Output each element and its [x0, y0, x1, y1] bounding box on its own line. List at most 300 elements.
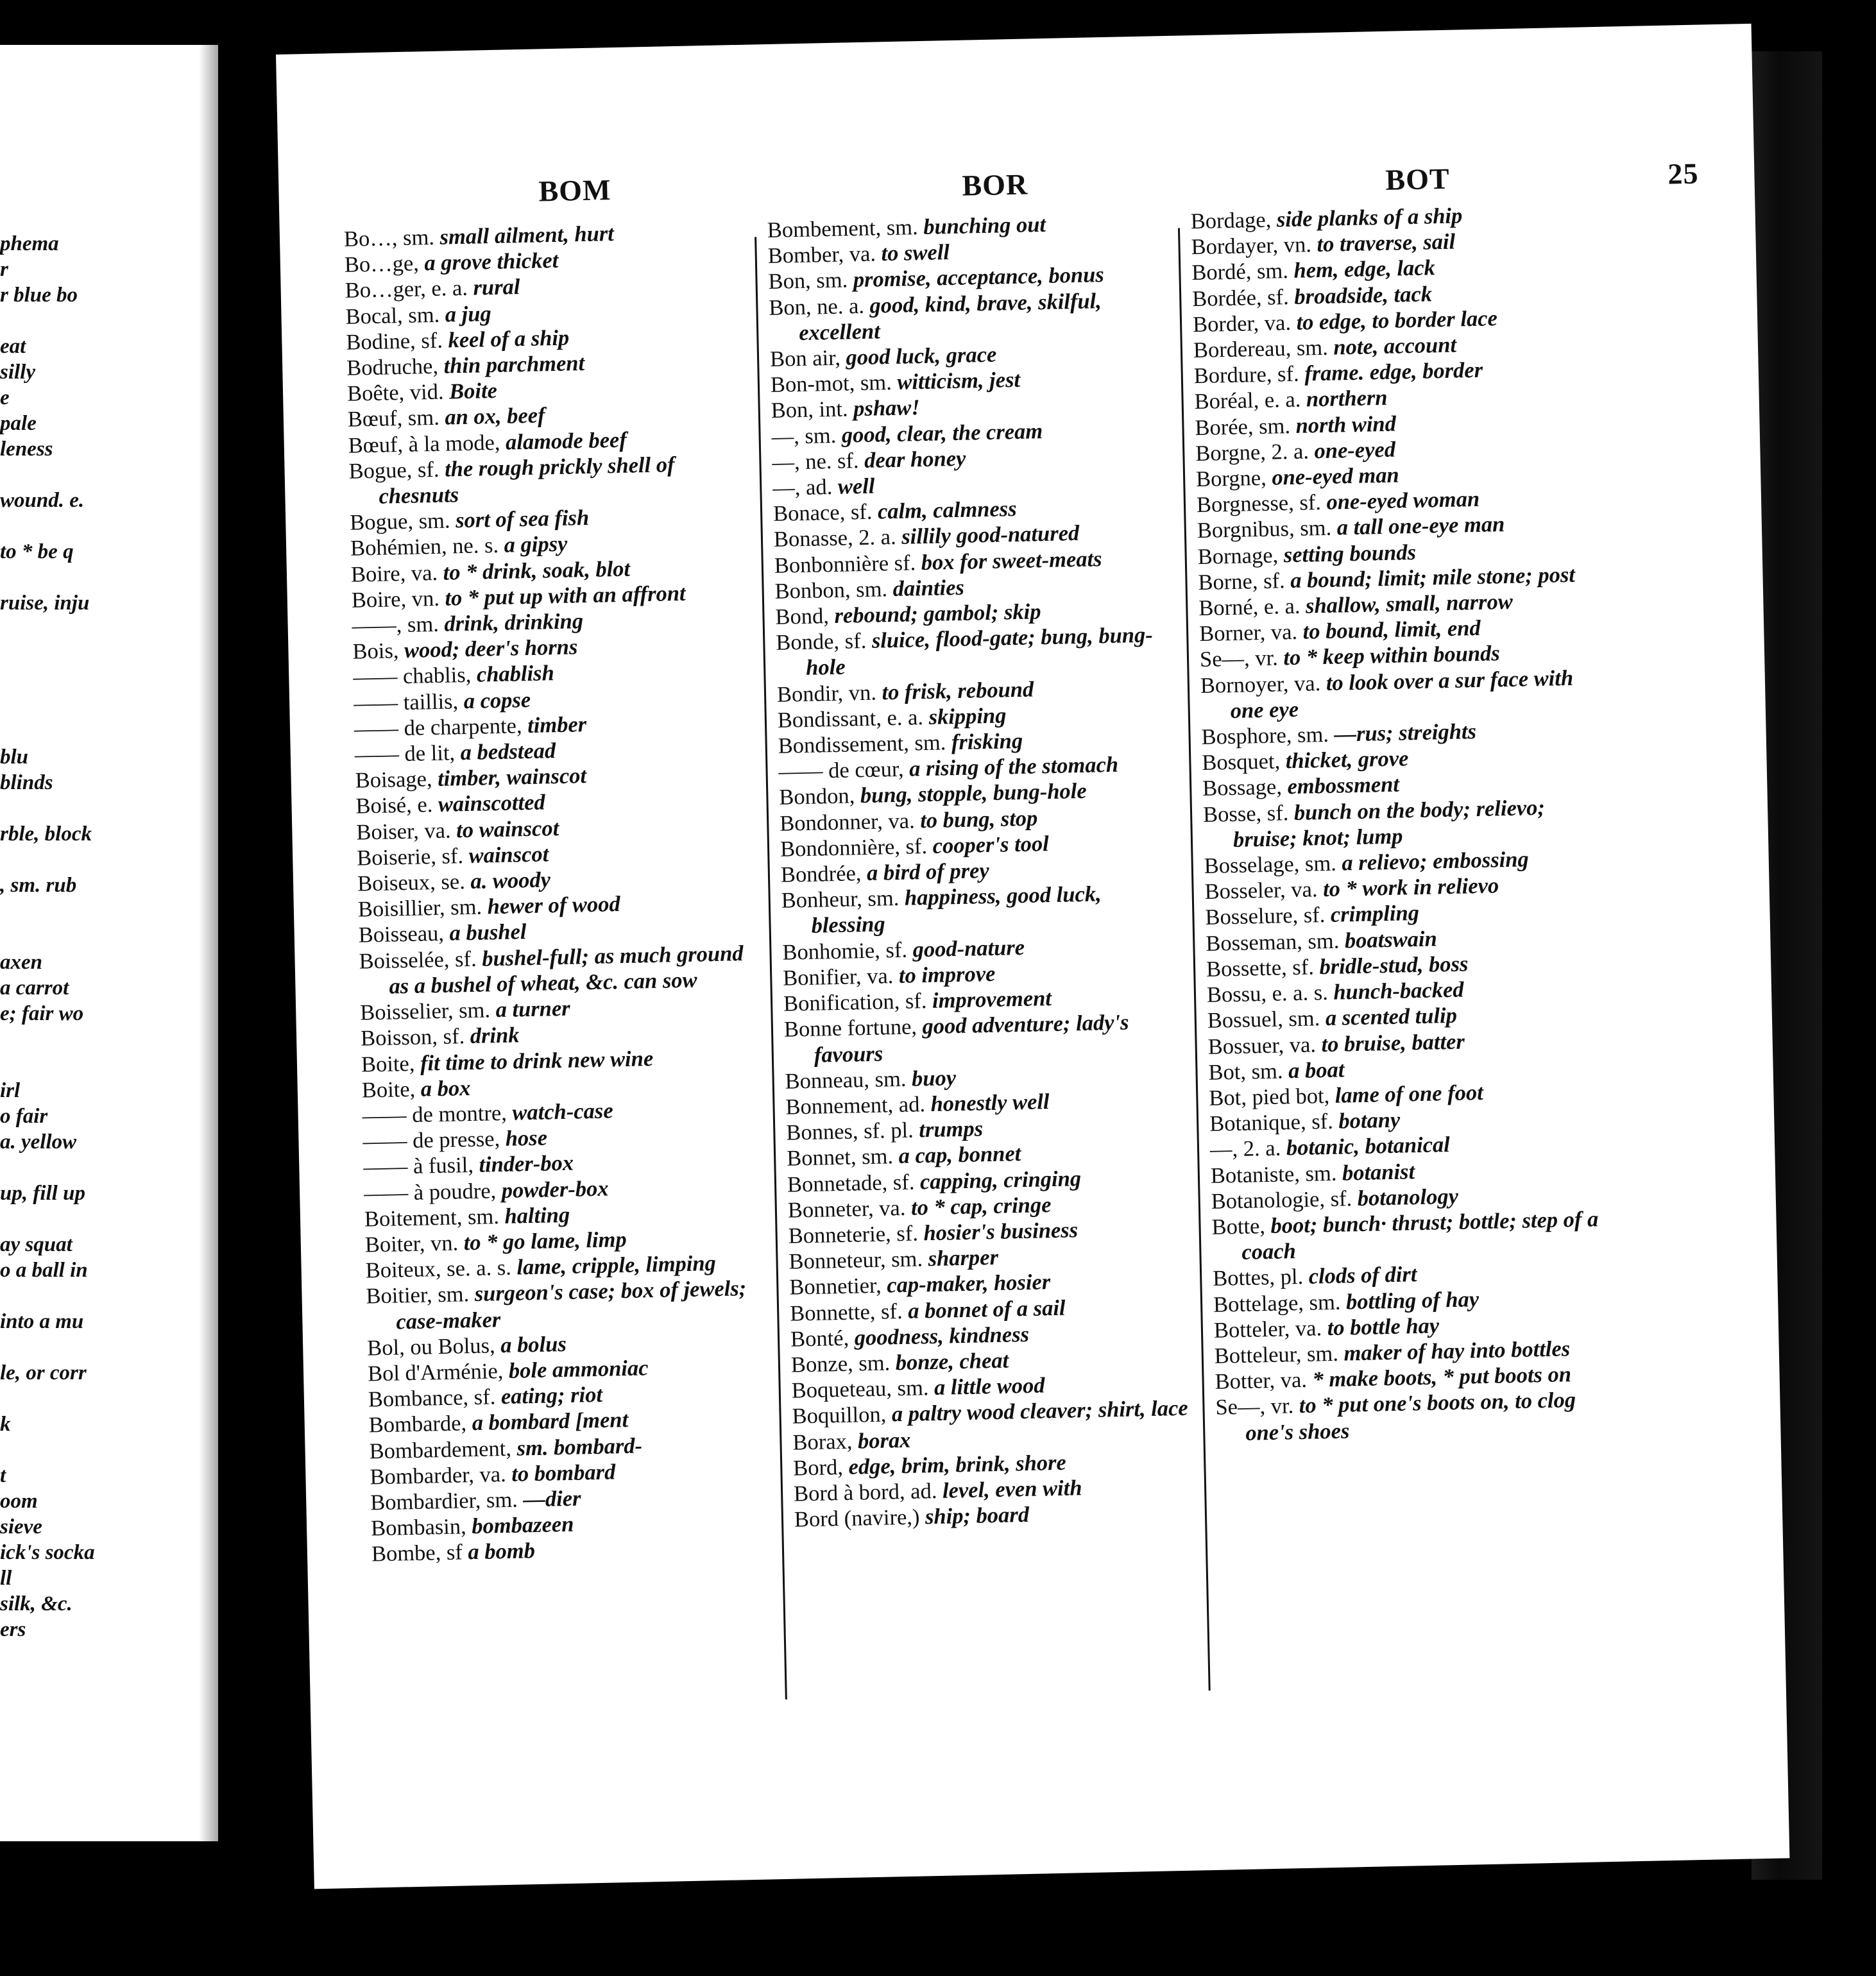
entry-definition: sort of sea fish [455, 506, 590, 533]
entry-definition: to bottle hay [1327, 1313, 1440, 1340]
entry-headword: Botanologie, sf. [1211, 1186, 1352, 1214]
left-page-line: silk, &c. [0, 1592, 72, 1615]
left-page-line: ruise, inju [0, 592, 90, 615]
entry-headword: Borée, sm. [1195, 413, 1291, 440]
entry-definition: ship; board [925, 1503, 1030, 1529]
entry-headword: Bonnes, sf. pl. [785, 1118, 914, 1145]
entry-definition: the rough prickly shell of chesnuts [379, 452, 675, 509]
entry-definition: witticism, jest [896, 368, 1021, 395]
entry-definition: pshaw! [853, 395, 921, 422]
entry-headword: Boitement, sm. [364, 1204, 500, 1232]
entry-definition: a rising of the stomach [908, 753, 1119, 781]
entry-definition: botanist [1342, 1159, 1415, 1186]
entry-definition: keel of a ship [448, 325, 570, 353]
entry-definition: drink, drinking [444, 609, 584, 636]
entry-headword: Border, va. [1192, 310, 1292, 337]
entry-headword: Bogue, sm. [349, 508, 450, 535]
entry-headword: —— à fusil, [362, 1153, 474, 1180]
entry-headword: Bonhomie, sf. [782, 937, 908, 965]
entry-definition: * make boots, * put boots on [1312, 1362, 1572, 1392]
entry-definition: good, clear, the cream [841, 418, 1043, 448]
dictionary-entry [1215, 1386, 1627, 1447]
left-page-line [0, 616, 212, 642]
entry-definition: bridle-stud, boss [1319, 951, 1469, 980]
entry-definition: timber, wainscot [437, 763, 587, 792]
entry-headword: Botte, [1211, 1214, 1266, 1239]
entry-headword: —— de cœur, [778, 757, 904, 785]
left-page-line: a. yellow [0, 1130, 77, 1154]
entry-definition: a bomb [468, 1538, 536, 1565]
entry-definition: bottling of hay [1345, 1286, 1479, 1315]
entry-definition: botany [1338, 1107, 1401, 1134]
dictionary-page [276, 24, 1789, 1889]
entry-headword: Bondir, vn. [776, 680, 877, 707]
entry-headword: Bombance, sf. [368, 1384, 496, 1412]
entry-headword: —— de lit, [354, 740, 456, 767]
entry-headword: —— de charpente, [354, 713, 522, 742]
entry-headword: Boire, va. [350, 560, 438, 587]
dictionary-entry [781, 880, 1180, 939]
entry-definition: bushel-full; as much ground as a bushel of wheat, &c. can sow [389, 941, 744, 999]
entry-headword: Bo…ger, e. a. [345, 276, 468, 303]
entry-definition: broadside, tack [1293, 281, 1433, 309]
entry-headword: Bord, [792, 1454, 844, 1481]
entry-headword: Bondissant, e. a. [777, 704, 924, 733]
left-page-line: rble, block [0, 822, 92, 846]
left-page-line [0, 924, 212, 950]
dictionary-entry [776, 622, 1175, 681]
left-page-line [0, 719, 212, 744]
entry-definition: buoy [911, 1065, 957, 1091]
entry-headword: Bossage, [1202, 774, 1283, 801]
entry-definition: bunching out [923, 212, 1046, 239]
entry-headword: Bonbon, sm. [774, 577, 888, 604]
entry-headword: Bosselure, sf. [1205, 903, 1326, 930]
entry-headword: Bombe, sf [371, 1540, 463, 1567]
page-number: 25 [1667, 157, 1699, 191]
left-page-line: t [0, 1464, 6, 1487]
entry-headword: Se—, vr. [1199, 645, 1279, 672]
left-page-line: o a ball in [0, 1259, 88, 1282]
entry-definition: skipping [928, 703, 1007, 729]
entry-definition: tinder-box [479, 1150, 574, 1178]
left-page-line: to * be q [0, 540, 74, 563]
entry-definition: bonze, cheat [895, 1348, 1009, 1376]
entry-headword: Bossuel, sm. [1207, 1006, 1320, 1034]
left-page-fragment [0, 45, 218, 1841]
entry-headword: Borné, e. a. [1198, 593, 1300, 621]
entry-headword: Bonnetier, [789, 1273, 882, 1300]
entry-headword: Bonifier, va. [782, 964, 894, 991]
entry-headword: Bossette, sf. [1206, 955, 1315, 982]
entry-headword: Botaniste, sm. [1210, 1161, 1337, 1188]
entry-headword: —, ne. sf. [772, 448, 859, 475]
entry-definition: powder-box [501, 1176, 609, 1203]
entry-headword: Bosseler, va. [1204, 877, 1318, 905]
entry-headword: Boiteux, se. a. s. [365, 1255, 512, 1283]
entry-headword: Bonde, sf. [775, 629, 867, 656]
entry-headword: Bord à bord, ad. [793, 1478, 937, 1506]
entry-definition: a little wood [934, 1373, 1045, 1401]
entry-headword: Bombardement, [369, 1436, 512, 1463]
left-page-line: ll [0, 1567, 12, 1590]
entry-definition: to frisk, rebound [882, 677, 1034, 705]
entry-definition: to swell [881, 240, 950, 266]
left-page-line: up, fill up [0, 1182, 85, 1205]
entry-definition: drink [470, 1023, 520, 1049]
entry-definition: surgeon's case; box of jewels; case-maker [396, 1276, 747, 1334]
entry-headword: Botter, va. [1215, 1367, 1308, 1394]
entry-definition: a bushel [449, 919, 527, 946]
dictionary-entry [1211, 1205, 1623, 1266]
left-page-line: into a mu [0, 1310, 84, 1333]
entry-headword: Bœuf, à la mode, [348, 430, 500, 458]
entry-headword: Bol d'Arménie, [367, 1358, 504, 1386]
entry-headword: Boisage, [355, 767, 432, 793]
entry-definition: bunch on the body; relievo; bruise; knot; lump [1232, 795, 1546, 852]
entry-definition: a bird of prey [866, 858, 990, 886]
entry-definition: calm, calmness [877, 497, 1017, 524]
entry-headword: —, sm. [771, 423, 837, 449]
entry-definition: setting bounds [1283, 540, 1417, 567]
entry-definition: to edge, to border lace [1296, 306, 1498, 335]
entry-definition: maker of hay into bottles [1343, 1336, 1571, 1366]
entry-definition: sm. bombard- [516, 1433, 643, 1461]
entry-headword: Bonheur, sm. [781, 886, 900, 914]
left-page-line [0, 308, 212, 334]
left-page-line: irl [0, 1079, 21, 1102]
entry-headword: Bonasse, 2. a. [773, 525, 897, 552]
entry-headword: Bonze, sm. [790, 1350, 891, 1377]
left-page-line: , sm. rub [0, 874, 77, 897]
entry-headword: Bondrée, [780, 861, 862, 887]
entry-definition: cooper's tool [932, 831, 1050, 858]
entry-headword: Bond, [775, 604, 830, 629]
entry-definition: to bound, limit, end [1302, 616, 1481, 644]
entry-headword: Bomber, va. [767, 241, 876, 269]
entry-headword: Boréal, e. a. [1194, 388, 1301, 414]
entry-definition: —dier [523, 1486, 581, 1512]
entry-headword: Bondissement, sm. [778, 730, 946, 758]
entry-headword: Borner, va. [1198, 620, 1298, 647]
left-page-line: eat [0, 335, 26, 358]
entry-definition: small ailment, hurt [439, 221, 615, 250]
left-page-line: r blue bo [0, 284, 78, 307]
left-page-line: sieve [0, 1515, 42, 1538]
entry-headword: Borgnesse, sf. [1196, 490, 1322, 518]
dictionary-column-3 [1190, 200, 1626, 1447]
entry-definition: alamode beef [505, 427, 627, 455]
entry-definition: good adventure; lady's favours [814, 1010, 1129, 1068]
entry-definition: dear honey [864, 446, 966, 473]
running-head-right: BOT [1385, 162, 1451, 196]
left-page-line: ick's socka [0, 1541, 95, 1564]
entry-definition: honestly well [930, 1089, 1050, 1116]
entry-headword: Boiter, vn. [364, 1231, 459, 1257]
left-page-line [0, 462, 212, 488]
entry-definition: one-eyed woman [1326, 487, 1480, 515]
entry-definition: to bombard [511, 1460, 616, 1486]
entry-headword: Boisson, sf. [360, 1024, 465, 1051]
entry-definition: a bedstead [460, 738, 556, 765]
entry-definition: happiness, good luck, blessing [811, 882, 1102, 939]
entry-definition: to traverse, sail [1317, 229, 1456, 257]
entry-headword: Bordé, sm. [1191, 259, 1289, 285]
entry-headword: Boire, vn. [351, 586, 440, 613]
left-page-line: k [0, 1413, 11, 1436]
left-page-line: a carrot [0, 976, 69, 1000]
entry-headword: Bonté, [790, 1325, 849, 1352]
entry-definition: sillily good-natured [901, 521, 1080, 550]
entry-definition: trumps [918, 1116, 984, 1143]
entry-definition: cap-maker, hosier [886, 1270, 1051, 1298]
entry-headword: ——, sm. [352, 611, 439, 638]
entry-definition: lame, cripple, limping [516, 1251, 717, 1280]
entry-headword: Bocal, sm. [345, 302, 440, 329]
dictionary-entry [348, 450, 747, 510]
entry-headword: Bonneteur, sm. [789, 1247, 923, 1274]
entry-headword: Bol, ou Bolus, [366, 1333, 495, 1361]
left-page-line [0, 693, 212, 719]
entry-definition: to * put one's boots on, to clog one's shoes [1245, 1388, 1576, 1445]
dictionary-column-2 [767, 209, 1192, 1533]
entry-headword: Bodruche, [346, 353, 439, 380]
left-page-line [0, 565, 212, 590]
left-page-line [0, 1437, 212, 1463]
entry-headword: Borax, [792, 1429, 853, 1455]
entry-headword: Bon, ne. a. [769, 293, 865, 320]
entry-definition: a scented tulip [1325, 1003, 1458, 1031]
entry-definition: a bound; limit; mile stone; post [1290, 562, 1576, 593]
entry-definition: an ox, beef [444, 403, 545, 430]
entry-definition: a box [420, 1075, 471, 1102]
left-page-line: blu [0, 745, 29, 769]
entry-definition: edge, brim, brink, shore [848, 1450, 1067, 1479]
running-head-center: BOR [961, 167, 1028, 202]
entry-headword: Bondonnière, sf. [780, 833, 928, 862]
entry-definition: to * work in relievo [1322, 873, 1499, 902]
entry-headword: Bombasin, [370, 1514, 467, 1541]
entry-headword: Botteler, va. [1213, 1316, 1322, 1343]
left-page-line: le, or corr [0, 1361, 87, 1384]
entry-definition: watch-case [512, 1098, 613, 1125]
entry-definition: halting [504, 1202, 570, 1229]
entry-definition: a turner [495, 996, 571, 1023]
entry-headword: Bo…ge, [344, 251, 420, 278]
entry-definition: bung, stopple, bung-hole [860, 779, 1087, 808]
left-page-line: blinds [0, 771, 53, 794]
left-page-line: e [0, 386, 10, 409]
entry-definition: botanology [1357, 1184, 1459, 1211]
entry-headword: Bonace, sf. [772, 499, 873, 527]
entry-definition: bombazeen [471, 1512, 574, 1539]
entry-headword: Bottelage, sm. [1213, 1290, 1341, 1317]
entry-definition: a bolus [500, 1331, 567, 1358]
entry-headword: Bordée, sf. [1191, 284, 1290, 311]
entry-headword: —, 2. a. [1209, 1136, 1281, 1163]
entry-headword: Botteleur, sm. [1214, 1341, 1339, 1368]
left-page-line [0, 1206, 212, 1232]
entry-headword: Boitier, sm. [366, 1282, 470, 1309]
entry-headword: Bohémien, ne. s. [350, 533, 499, 561]
entry-headword: Bombarder, va. [370, 1461, 507, 1490]
entry-headword: Borgne, 2. a. [1195, 439, 1309, 466]
left-page-line: ay squat [0, 1233, 72, 1256]
entry-definition: to bung, stop [919, 806, 1038, 833]
entry-headword: Bonneter, va. [787, 1195, 906, 1223]
entry-headword: Bombarde, [368, 1411, 467, 1438]
entry-definition: eating; riot [500, 1382, 603, 1410]
entry-definition: a copse [463, 687, 531, 713]
entry-definition: good luck, grace [846, 342, 997, 370]
entry-headword: Bonneterie, sf. [788, 1221, 919, 1248]
entry-definition: box for sweet-meats [921, 546, 1102, 575]
entry-definition: a. woody [470, 867, 551, 894]
entry-definition: lame of one foot [1335, 1080, 1484, 1108]
entry-headword: Boqueteau, sm. [791, 1376, 929, 1403]
entry-headword: Bœuf, sm. [347, 405, 440, 432]
entry-definition: a grove thicket [424, 248, 559, 276]
entry-definition: hem, edge, lack [1293, 255, 1436, 284]
left-page-line [0, 1026, 212, 1052]
entry-definition: embossment [1287, 772, 1400, 799]
left-page-line [0, 1155, 212, 1180]
entry-definition: capping, cringing [919, 1166, 1082, 1194]
entry-definition: timber [527, 711, 587, 738]
entry-definition: frame. edge, border [1304, 357, 1483, 386]
dictionary-column-1 [344, 218, 770, 1567]
entry-definition: a paltry wood cleaver; shirt, lace [891, 1396, 1189, 1427]
entry-headword: Boisselier, sm. [359, 998, 491, 1025]
entry-headword: Bonification, sf. [783, 989, 927, 1016]
entry-definition: crimpling [1330, 901, 1420, 928]
left-page-line [0, 1386, 212, 1411]
entry-headword: —, ad. [772, 475, 833, 500]
entry-definition: hunch-backed [1333, 977, 1464, 1005]
entry-headword: —— à poudre, [363, 1178, 497, 1206]
entry-definition: bole ammoniac [508, 1356, 649, 1383]
entry-definition: a bonnet of a sail [907, 1295, 1066, 1324]
entry-headword: Bot, pied bot, [1208, 1083, 1330, 1111]
left-page-line: pale [0, 412, 37, 435]
entry-definition: chablish [476, 661, 555, 688]
entry-headword: Bon-mot, sm. [770, 370, 892, 398]
entry-definition: thin parchment [443, 351, 585, 379]
entry-definition: a boat [1288, 1057, 1345, 1083]
entry-definition: Boite [448, 379, 498, 404]
dictionary-entry [366, 1275, 765, 1335]
entry-headword: Bot, sm. [1208, 1059, 1283, 1085]
entry-headword: Bodine, sf. [346, 328, 443, 355]
left-page-line: oom [0, 1490, 38, 1513]
entry-headword: Bonneau, sm. [785, 1066, 907, 1094]
left-page-line [0, 847, 212, 873]
entry-headword: Bo…, sm. [343, 225, 435, 251]
entry-definition: rural [473, 275, 520, 301]
entry-definition: north wind [1295, 411, 1397, 438]
entry-headword: Bordage, [1190, 207, 1272, 234]
entry-definition: note, account [1333, 332, 1457, 360]
entry-headword: Boisseau, [358, 921, 445, 948]
entry-headword: Boiser, va. [356, 818, 451, 845]
entry-definition: a cap, bonnet [898, 1141, 1021, 1169]
entry-definition: a gipsy [504, 532, 568, 558]
entry-headword: Bondon, [779, 783, 855, 810]
entry-definition: boot; bunch· thrust; bottle; step of a coach [1241, 1207, 1599, 1265]
entry-headword: Bottes, pl. [1212, 1265, 1304, 1291]
left-page-line [0, 1052, 212, 1078]
entry-definition: to * keep within bounds [1283, 641, 1501, 670]
entry-headword: —— chablis, [352, 663, 472, 690]
left-page-line: o fair [0, 1105, 48, 1128]
entry-definition: a jug [445, 301, 492, 327]
entry-headword: Bordereau, sm. [1193, 335, 1329, 363]
entry-definition: goodness, kindness [854, 1322, 1030, 1350]
entry-definition: shallow, small, narrow [1305, 589, 1514, 618]
entry-definition: to * go lame, limp [463, 1227, 627, 1256]
running-head-left: BOM [538, 173, 611, 208]
entry-headword: —— de montre, [362, 1100, 507, 1129]
entry-headword: Bonnet, sm. [786, 1144, 894, 1171]
entry-definition: to wainscot [456, 815, 559, 843]
entry-definition: good, kind, brave, skilful, excellent [798, 288, 1102, 345]
entry-definition: good-nature [912, 935, 1025, 962]
entry-definition: a bombard [ment [472, 1408, 629, 1436]
entry-headword: Boisé, e. [355, 792, 433, 819]
left-page-line: leness [0, 438, 53, 461]
left-page-line: ers [0, 1618, 26, 1641]
entry-headword: Boiseux, se. [357, 869, 466, 896]
entry-definition: hosier's business [923, 1218, 1079, 1246]
entry-headword: Bonnement, ad. [785, 1092, 926, 1120]
entry-headword: Bornage, [1197, 543, 1279, 569]
dictionary-entry [1200, 664, 1612, 724]
dictionary-entry [359, 940, 758, 1000]
entry-definition: sharper [928, 1245, 999, 1272]
left-page-line [0, 667, 212, 693]
entry-definition: a relievo; embossing [1342, 847, 1530, 876]
entry-headword: —— taillis, [353, 688, 459, 716]
left-page-line [0, 642, 212, 667]
entry-definition: hose [505, 1125, 548, 1151]
entry-definition: one-eyed [1314, 437, 1396, 464]
dictionary-entry [784, 1009, 1183, 1068]
entry-headword: Bosseman, sm. [1205, 928, 1340, 956]
entry-headword: Bord (navire,) [794, 1504, 920, 1532]
entry-headword: Bordayer, vn. [1191, 232, 1312, 260]
entry-headword: Boisselée, sf. [359, 946, 477, 974]
dictionary-entry [769, 287, 1168, 346]
entry-headword: Bondonner, va. [779, 808, 915, 836]
entry-definition: boatswain [1344, 926, 1438, 953]
left-page-line: e; fair wo [0, 1002, 84, 1025]
entry-definition: improvement [932, 986, 1052, 1013]
entry-headword: Bossuer, va. [1207, 1032, 1317, 1059]
entry-definition: clods of dirt [1308, 1262, 1417, 1290]
entry-headword: Bonnetade, sf. [787, 1170, 915, 1197]
entry-headword: Se—, vr. [1215, 1393, 1294, 1420]
entry-headword: Borgne, [1195, 465, 1267, 492]
left-page-line: r [0, 258, 8, 281]
entry-headword: Boite, [361, 1051, 415, 1077]
entry-definition: well [837, 473, 875, 499]
entry-definition: fit time to drink new wine [420, 1046, 654, 1076]
left-page-line [0, 1334, 212, 1360]
entry-definition: a tall one-eye man [1336, 512, 1505, 540]
left-page-line: phema [0, 232, 59, 255]
gutter-shadow [199, 45, 218, 1841]
left-page-line [0, 1283, 212, 1309]
